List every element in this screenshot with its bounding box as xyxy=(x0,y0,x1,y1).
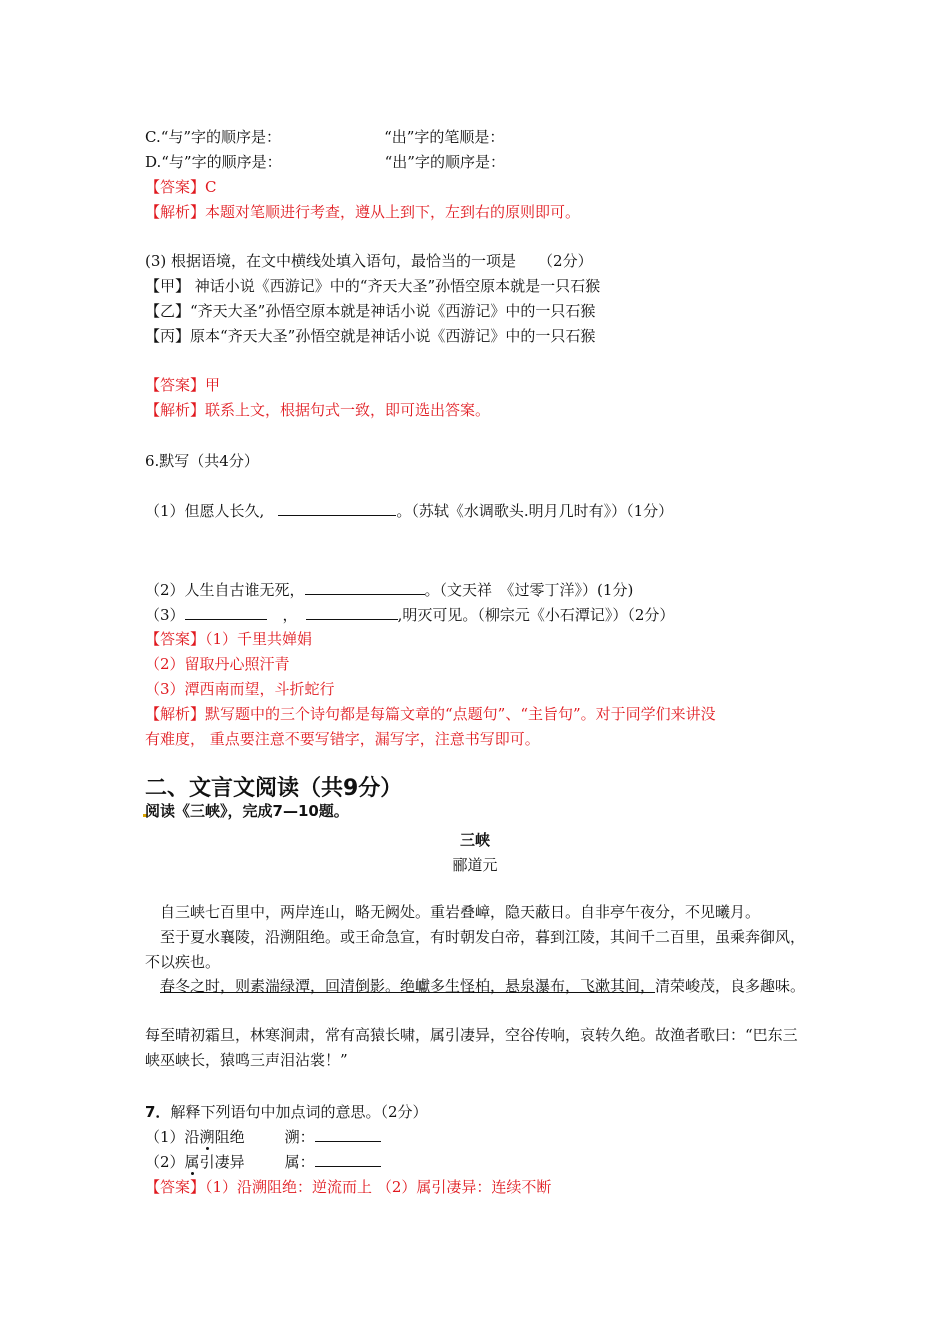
q7-stem: 7．解释下列语句中加点词的意思。（2分） xyxy=(145,1103,428,1121)
q6-item-3: （3） ， ,明灭可见。（柳宗元《小石潭记》）（2分） xyxy=(145,606,675,624)
q5-answer: 【答案】C xyxy=(145,178,217,196)
passage-paragraph-1: 自三峡七百里中，两岸连山，略无阙处。重岩叠嶂，隐天蔽日。自非亭午夜分，不见曦月。 xyxy=(160,903,761,921)
q7-item-1: （1）沿溯阻绝 溯： xyxy=(145,1127,381,1147)
q6-item-1: （1）但愿人长久, 。（苏轼《水调歌头.明月几时有》）（1分） xyxy=(145,502,674,520)
q6-analysis-line-1: 【解析】默写题中的三个诗句都是每篇文章的“点题句”、“主旨句”。对于同学们来讲没 xyxy=(145,705,716,723)
q6-answer-1: 【答案】（1）千里共婵娟 xyxy=(145,630,313,648)
passage-paragraph-2: 至于夏水襄陵，沿溯阻绝。或王命急宣，有时朝发白帝，暮到江陵，其间千二百里，虽乘奔御风，不以疾也。 xyxy=(145,928,806,971)
q7-answer: 【答案】（1）沿溯阻绝：逆流而上 （2）属引凄异：连续不断 xyxy=(145,1178,552,1196)
fill-blank xyxy=(315,1127,381,1142)
passage-paragraph-3: 春冬之时，则素湍绿潭，回清倒影。绝巘多生怪柏，悬泉瀑布，飞漱其间，清荣峻茂，良多趣味。 xyxy=(160,977,806,995)
emphasis-dot-char: 溯 xyxy=(199,1128,215,1146)
q7-item-2: （2）属引凄异 属： xyxy=(145,1152,381,1172)
emphasis-dot-char: 属 xyxy=(184,1153,200,1171)
q3-option-bing: 【丙】原本“齐天大圣”孙悟空就是神话小说《西游记》中的一只石猴 xyxy=(145,327,596,345)
passage-title: 三峡 xyxy=(459,831,490,849)
section-heading: 二、文言文阅读（共9分） xyxy=(145,776,403,801)
q5-analysis: 【解析】本题对笔顺进行考查，遵从上到下，左到右的原则即可。 xyxy=(145,203,581,221)
q3-stem: (3) 根据语境，在文中横线处填入语句，最恰当的一项是 （2分） xyxy=(145,252,593,270)
passage-paragraph-4: 每至晴初霜旦，林寒涧肃，常有高猿长啸，属引凄异，空谷传响，哀转久绝。故渔者歌曰：“巴东三峡巫峡长，猿鸣三声泪沾裳！” xyxy=(145,1026,798,1069)
section-instruction: 阅读《三峡》，完成7—10题。 xyxy=(145,802,349,820)
q6-answer-3: （3）潭西南而望，斗折蛇行 xyxy=(145,680,335,698)
passage-author: 郦道元 xyxy=(452,856,498,874)
q6-item-2: （2）人生自古谁无死， 。（文天祥 《过零丁洋》）(1分) xyxy=(145,581,634,599)
q3-analysis: 【解析】联系上文，根据句式一致，即可选出答案。 xyxy=(145,401,491,419)
q6-answer-2: （2）留取丹心照汗青 xyxy=(145,655,290,673)
underlined-sentence: 春冬之时，则素湍绿潭，回清倒影。绝巘多生怪柏，悬泉瀑布，飞漱其间， xyxy=(160,977,656,995)
fill-blank xyxy=(185,605,267,620)
fill-blank xyxy=(305,580,425,595)
q6-analysis-line-2: 有难度， 重点要注意不要写错字，漏写字，注意书写即可。 xyxy=(145,730,540,748)
fill-blank xyxy=(278,501,396,516)
q6-title: 6.默写（共4分） xyxy=(145,452,259,470)
fill-blank xyxy=(306,605,398,620)
q3-option-jia: 【甲】 神话小说《西游记》中的“齐天大圣”孙悟空原本就是一只石猴 xyxy=(145,277,601,295)
q3-option-yi: 【乙】“齐天大圣”孙悟空原本就是神话小说《西游记》中的一只石猴 xyxy=(145,302,596,320)
q3-answer: 【答案】甲 xyxy=(145,376,221,394)
option-c: C.“与”字的顺序是： “出”字的笔顺是： xyxy=(145,128,505,146)
fill-blank xyxy=(315,1152,381,1167)
option-d: D.“与”字的顺序是： “出”字的顺序是： xyxy=(145,153,505,171)
